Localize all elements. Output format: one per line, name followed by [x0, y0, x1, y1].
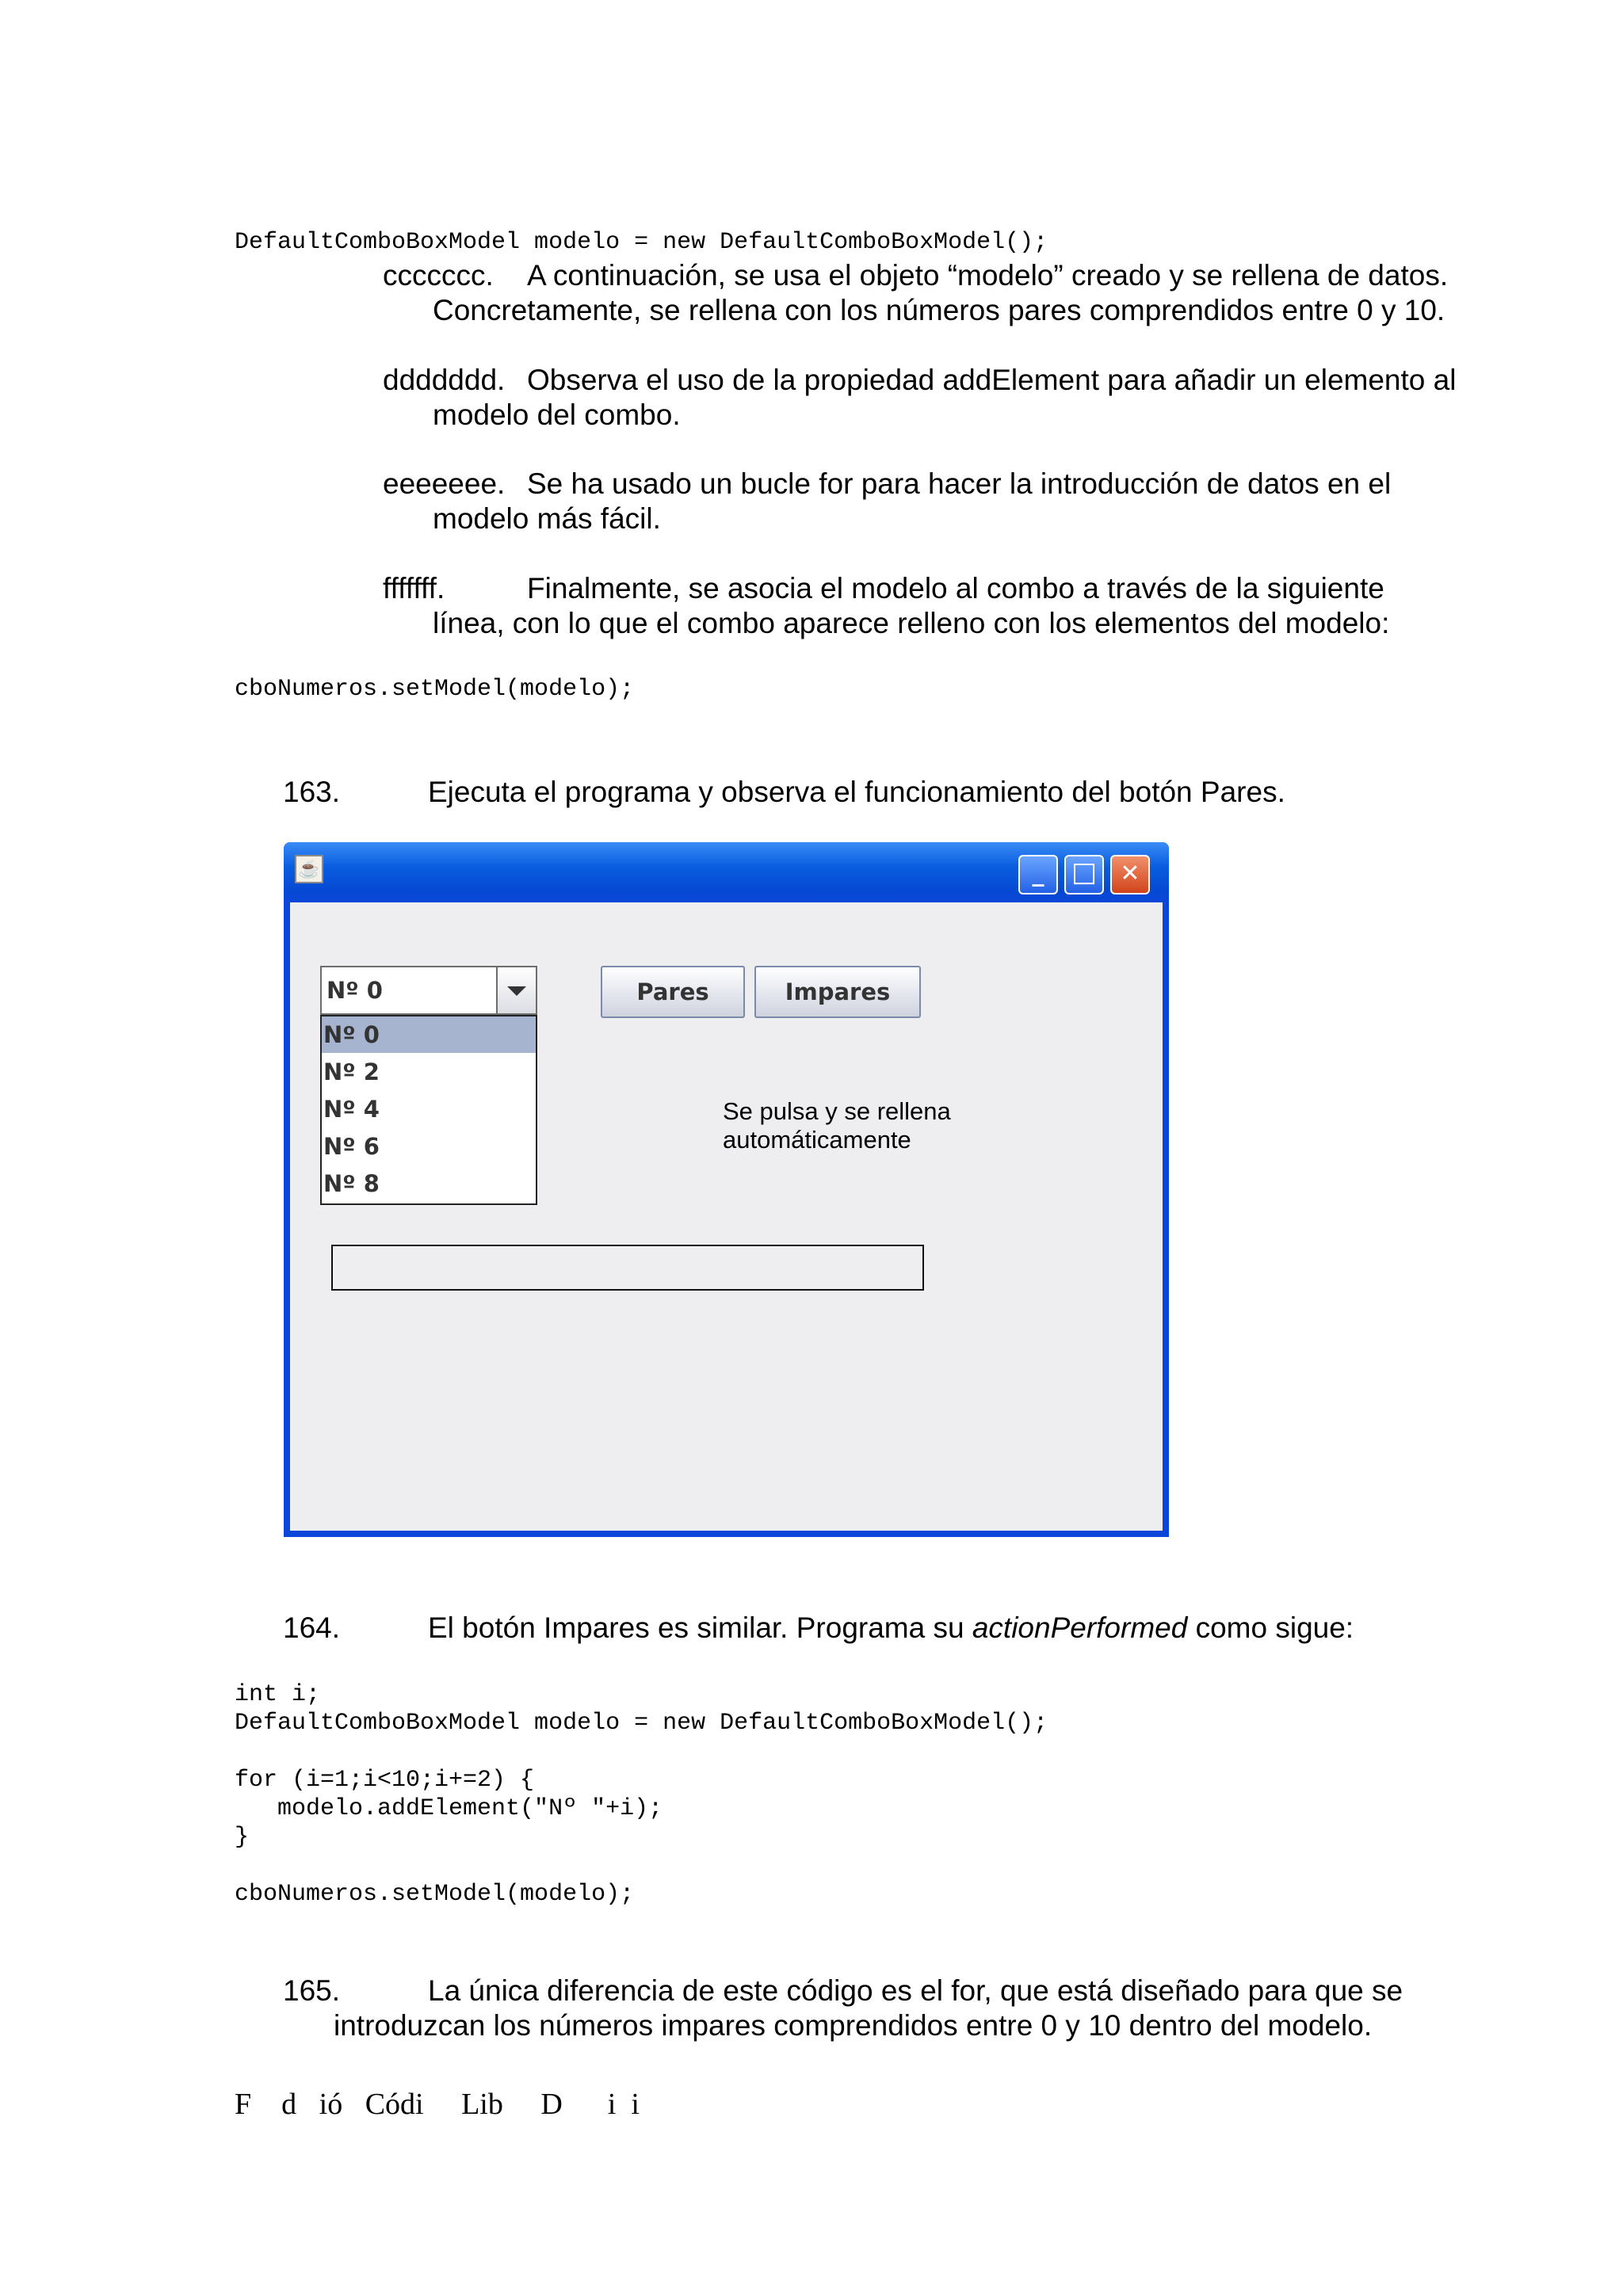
step-text-line2: introduzcan los números impares comprendidos entre 0 y 10 dentro del modelo.	[334, 2009, 1373, 2042]
window-titlebar	[284, 842, 1169, 902]
list-text-line1: Se ha usado un bucle for para hacer la introducción de datos en el	[527, 467, 1392, 500]
step-text-italic: actionPerformed	[972, 1611, 1188, 1644]
code-line-model: DefaultComboBoxModel modelo = new DefaultComboBoxModel();	[235, 229, 1048, 256]
step-text: Ejecuta el programa y observa el funcionamiento del botón Pares.	[428, 776, 1285, 808]
step-number: 164.	[283, 1611, 341, 1644]
window-content	[290, 902, 1163, 1531]
list-marker: ccccccc.	[383, 259, 494, 292]
dropdown-item[interactable]: Nº 6	[323, 1133, 380, 1160]
list-text-line2: modelo del combo.	[433, 399, 681, 431]
combo-dropdown-list	[320, 1015, 537, 1205]
list-marker: fffffff.	[383, 572, 445, 605]
numbers-combo[interactable]	[320, 966, 537, 1015]
list-text-line2: Concretamente, se rellena con los números pares comprendidos entre 0 y 10.	[433, 294, 1445, 326]
list-text-line1: Observa el uso de la propiedad addElement para añadir un elemento al	[527, 364, 1457, 396]
list-text-line2: línea, con lo que el combo aparece relleno con los elementos del modelo:	[433, 607, 1390, 639]
list-text-line1: A continuación, se usa el objeto “modelo” creado y se rellena de datos.	[527, 259, 1449, 292]
step-text-line1: La única diferencia de este código es el for, que está diseñado para que se	[428, 1974, 1403, 2007]
annotation-note	[723, 1097, 951, 1154]
pares-button[interactable]: Pares	[601, 966, 745, 1018]
page-footer: F d ió Códi Lib D i i	[235, 2088, 640, 2121]
dropdown-item-selected[interactable]: Nº 0	[322, 1016, 536, 1053]
minimize-button[interactable]: _	[1018, 855, 1058, 894]
note-line1: Se pulsa y se rellena	[723, 1097, 951, 1125]
combo-value: Nº 0	[327, 977, 383, 1004]
dropdown-item[interactable]: Nº 2	[323, 1058, 380, 1085]
impares-button[interactable]: Impares	[754, 966, 921, 1018]
java-cup-icon: ☕	[295, 855, 323, 883]
step-text	[428, 1611, 1354, 1646]
note-line2: automáticamente	[723, 1126, 911, 1154]
step-number: 165.	[283, 1974, 341, 2007]
dropdown-item[interactable]: Nº 8	[323, 1170, 380, 1197]
code-block-impares: int i; DefaultComboBoxModel modelo = new DefaultComboBoxModel(); for (i=1;i<10;i+=2) { modelo.addElement("Nº "+i); } cboNumeros.setModel(modelo);	[235, 1681, 1048, 1908]
list-marker: eeeeeee.	[383, 467, 506, 500]
step-text-end: como sigue:	[1187, 1611, 1354, 1644]
list-text-line2: modelo más fácil.	[433, 502, 661, 535]
code-line-setmodel: cboNumeros.setModel(modelo);	[235, 676, 635, 703]
list-marker: ddddddd.	[383, 364, 506, 396]
step-number: 163.	[283, 776, 341, 808]
list-text-line1: Finalmente, se asocia el modelo al combo a través de la siguiente	[527, 572, 1384, 605]
chevron-down-icon[interactable]	[496, 967, 536, 1013]
dropdown-item[interactable]: Nº 4	[323, 1096, 380, 1123]
maximize-button[interactable]: □	[1064, 855, 1104, 894]
step-text-start: El botón Impares es similar. Programa su	[428, 1611, 972, 1644]
close-button[interactable]: ✕	[1110, 855, 1150, 894]
result-label	[331, 1245, 924, 1291]
app-window-screenshot	[284, 842, 1169, 1537]
